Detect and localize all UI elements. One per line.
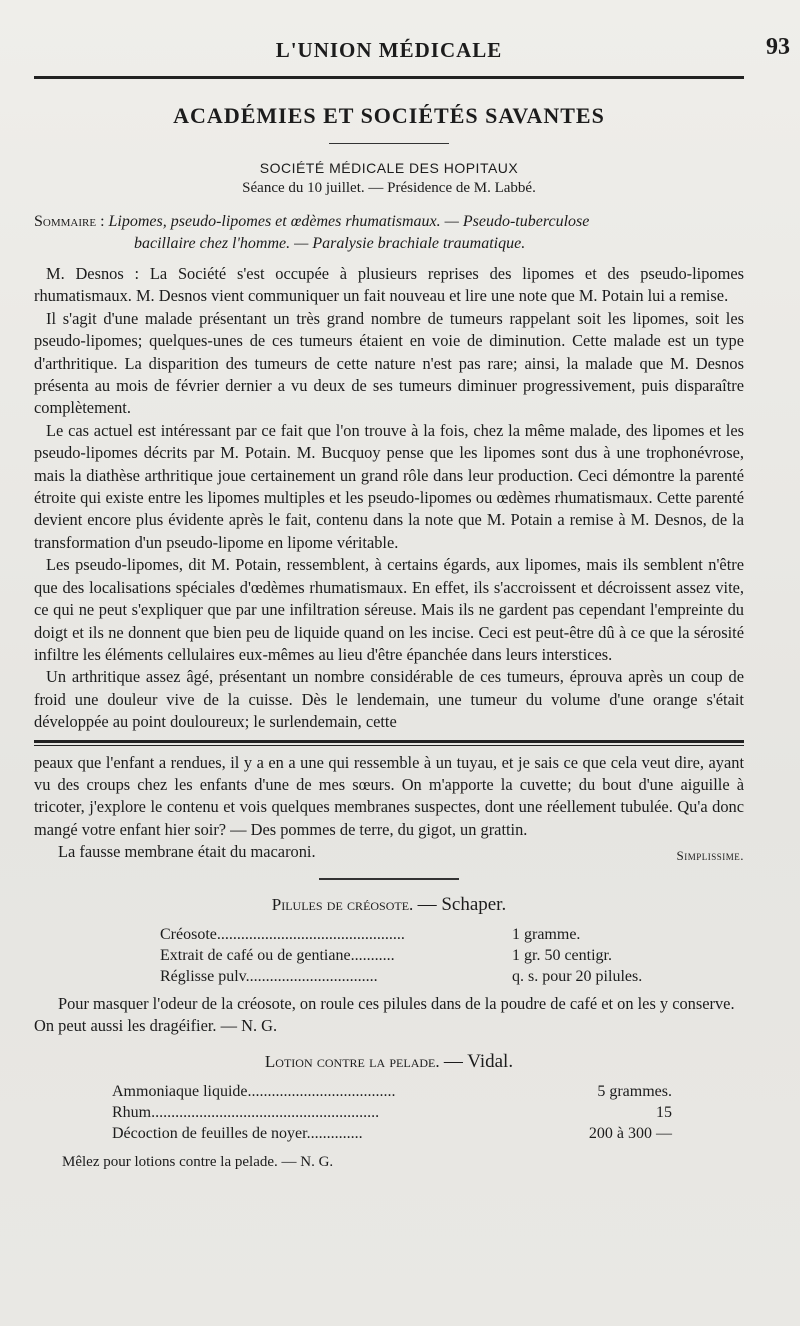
feuilleton-last-line: [34, 841, 744, 863]
ingredient-name: Décoction de feuilles de noyer: [112, 1125, 307, 1143]
summary-label: Sommaire :: [34, 213, 105, 230]
recipe-2-name: Lotion contre la pelade.: [264, 1052, 440, 1072]
paragraph: Un arthritique assez âgé, présentant un nombre considérable de ces tumeurs, éprouva après un coup de froid une douleur vive de la cuisse. Dès le lendemain, une tumeur du volume d'une orange s'était développée au point douloureux; le surlendemain, cette: [34, 667, 744, 732]
recipe-1-ingredients: [160, 924, 720, 987]
recipe-1-note: Pour masquer l'odeur de la créosote, on roule ces pilules dans de la poudre de café et on les y conserve. On peut aussi les dragéifier. — N. G.: [34, 993, 735, 1035]
paragraph: Les pseudo-lipomes, dit M. Potain, ressemblent, à certains égards, aux lipomes, mais ils semblent n'être que des localisations spéciales d'œdèmes rhumatismaux. En effet, ils s'accroissent et décroissent assez vite, ce qui ne peut s'expliquer que par une infiltration séreuse. Mais ils ne gardent pas cependant l'empreinte du doigt et ils ne donnent que bien peu de liquide quand on les incise. Ceci est peut-être dû à ce que la sérosité infiltre les éléments cellulaires eux-mêmes au lieu d'être épanchée dans leurs interstices.: [34, 555, 744, 664]
leader-dots: ..............: [306, 1125, 363, 1143]
page-number: 93: [766, 34, 790, 60]
leader-dots: ...........: [350, 946, 395, 964]
ingredient-quantity: 5 grammes.: [597, 1083, 672, 1101]
ingredient-name: Rhum: [112, 1104, 152, 1122]
session-line: Séance du 10 juillet. — Présidence de M. Labbé.: [242, 180, 536, 196]
recipe-1-name: Pilules de créosote.: [271, 894, 414, 914]
header-rule: [34, 76, 744, 79]
leader-dots: ...............................................: [216, 925, 405, 943]
ingredient-cell: [112, 1123, 482, 1144]
ingredient-cell: [160, 924, 500, 945]
ingredient-name: Ammoniaque liquide: [112, 1083, 248, 1101]
leader-dots: .................................: [245, 967, 378, 985]
ingredient-row: [160, 924, 720, 945]
feuilleton-closing: La fausse membrane était du macaroni.: [58, 842, 316, 862]
paragraph: M. Desnos : La Société s'est occupée à plusieurs reprises des lipomes et des pseudo-lipomes rhumatismaux. M. Desnos vient communiquer un fait nouveau et lire une note que M. Potain lui a remise.: [34, 264, 744, 306]
leader-dots: .....................................: [247, 1083, 396, 1101]
ingredient-row: [160, 966, 720, 987]
paragraph: Il s'agit d'une malade présentant un très grand nombre de tumeurs rappelant soit les lipomes, soit les pseudo-lipomes; quelques-unes de ces tumeurs étaient en voie de diminution. Cette malade est un type d'arthritique. La disparition des tumeurs de cette nature n'est pas rare; ainsi, la malade que M. Desnos présenta au mois de février dernier a vu deux de ses tumeurs diminuer progressivement, puis disparaître complètement.: [34, 308, 744, 418]
ingredient-name: Extrait de café ou de gentiane: [160, 946, 351, 964]
ingredient-name: Réglisse pulv: [160, 967, 246, 985]
recipe-2-author: — Vidal.: [443, 1051, 514, 1073]
society-name: SOCIÉTÉ MÉDICALE DES HOPITAUX: [259, 160, 519, 176]
ingredient-quantity: 1 gramme.: [512, 925, 581, 943]
ingredient-quantity: 15: [656, 1104, 672, 1122]
recipe-2-title: [34, 1051, 744, 1073]
ingredient-cell: [160, 966, 500, 987]
signature: Simplissime.: [676, 848, 744, 864]
ingredient-row: [112, 1081, 712, 1102]
ingredient-name: Créosote: [160, 925, 217, 943]
section-title: ACADÉMIES ET SOCIÉTÉS SAVANTES: [173, 103, 605, 128]
feuilleton-rule: [34, 740, 744, 746]
ingredient-cell: [112, 1102, 482, 1123]
ingredient-quantity: 1 gr. 50 centigr.: [512, 946, 612, 964]
ingredient-quantity: 200 à 300 —: [588, 1125, 672, 1143]
leader-dots: .........................................................: [151, 1104, 380, 1122]
summary-line-1: Lipomes, pseudo-lipomes et œdèmes rhumatismaux. — Pseudo-tuberculose: [108, 213, 590, 230]
recipe-2-ingredients: [112, 1081, 712, 1144]
summary: [34, 211, 744, 255]
ingredient-row: [112, 1102, 712, 1123]
ingredient-row: [112, 1123, 712, 1144]
ingredient-cell: [112, 1081, 482, 1102]
paragraph: Le cas actuel est intéressant par ce fait que l'on trouve à la fois, chez la même malade, des lipomes et les pseudo-lipomes décrits par M. Potain. M. Bucquoy pense que les lipomes sont dus à une trophonévrose, mais la diathèse arthritique joue certainement un grand rôle dans leur production. Ceci démontre la parenté étroite qui existe entre les lipomes multiples et les pseudo-lipomes ou œdèmes rhumatismaux. Cette parenté devient encore plus évidente après le fait, contenu dans la note que M. Potain a remise à M. Desnos, de la transformation d'un pseudo-lipome en lipome véritable.: [34, 420, 744, 552]
recipe-1-author: — Schaper.: [417, 893, 507, 915]
section-divider: [329, 143, 449, 144]
ingredient-cell: [160, 945, 500, 966]
recipe-divider: [319, 878, 459, 880]
summary-line-2: bacillaire chez l'homme. — Paralysie brachiale traumatique.: [134, 235, 526, 252]
feuilleton-text: peaux que l'enfant a rendues, il y a en a une qui ressemble à un tuyau, et je sais ce que cela veut dire, ayant vu des croups chez les enfants d'une de mes sœurs. On m'apporte la cuvette; du bout d'une aiguille à tricoter, j'explore le contenu et vois quelques membranes suspectes, dont une réellement tubulée. Qu'a donc mangé votre enfant hier soir? — Des pommes de terre, du gigot, un grattin.: [34, 752, 744, 839]
ingredient-quantity: q. s. pour 20 pilules.: [512, 967, 643, 985]
journal-title: L'UNION MÉDICALE: [275, 38, 503, 62]
page-header: [34, 34, 790, 74]
recipe-2-note: Mêlez pour lotions contre la pelade. — N. G.: [62, 1154, 334, 1171]
ingredient-row: [160, 945, 720, 966]
recipe-1-title: [34, 894, 744, 916]
